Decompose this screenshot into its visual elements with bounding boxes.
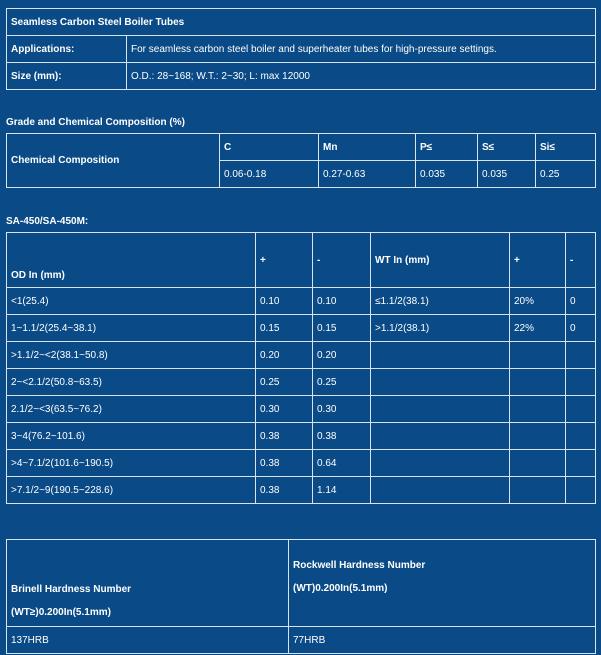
- tolerance-cell: [510, 450, 566, 477]
- tolerance-cell: 0.38: [256, 423, 313, 450]
- tolerance-cell: [566, 396, 596, 423]
- tolerance-cell: [510, 342, 566, 369]
- tolerance-cell: 0.10: [256, 288, 313, 315]
- chem-table: [6, 133, 596, 188]
- tolerance-cell: 3~4(76.2~101.6): [7, 423, 256, 450]
- tolerance-cell: [510, 423, 566, 450]
- tolerance-cell: 1~1.1/2(25.4~38.1): [7, 315, 256, 342]
- tolerance-cell: 2.1/2~<3(63.5~76.2): [7, 396, 256, 423]
- tolerance-cell: 2~<2.1/2(50.8~63.5): [7, 369, 256, 396]
- rockwell-header-line1: Rockwell Hardness Number: [293, 560, 426, 571]
- tolerance-cell: [371, 396, 510, 423]
- tolerance-cell: >4~7.1/2(101.6~190.5): [7, 450, 256, 477]
- tolerance-cell: 20%: [510, 288, 566, 315]
- chem-value: 0.06-0.18: [220, 161, 319, 188]
- brinell-value: 137HRB: [7, 627, 289, 654]
- tolerance-cell: [566, 369, 596, 396]
- summary-label: Applications:: [7, 36, 127, 63]
- tolerance-heading: SA-450/SA-450M:: [6, 216, 89, 227]
- tolerance-header: OD In (mm): [7, 233, 256, 288]
- tolerance-cell: 0: [566, 288, 596, 315]
- rockwell-value: 77HRB: [289, 627, 596, 654]
- tolerance-cell: 22%: [510, 315, 566, 342]
- chem-row-label: Chemical Composition: [7, 134, 220, 188]
- tolerance-cell: 1.14: [313, 477, 371, 504]
- tolerance-cell: ≤1.1/2(38.1): [371, 288, 510, 315]
- tolerance-cell: [566, 423, 596, 450]
- brinell-header: [7, 540, 289, 627]
- brinell-header-line2: (WT≥)0.200In(5.1mm): [11, 607, 111, 618]
- tolerance-cell: 0.30: [256, 396, 313, 423]
- tolerance-cell: 0: [566, 315, 596, 342]
- tolerance-header: +: [256, 233, 313, 288]
- summary-label: Size (mm):: [7, 63, 127, 90]
- tolerance-cell: [566, 450, 596, 477]
- tolerance-row: [7, 369, 596, 396]
- tolerance-row: [7, 477, 596, 504]
- tolerance-cell: 0.38: [256, 477, 313, 504]
- tolerance-cell: 0.25: [256, 369, 313, 396]
- tolerance-row: [7, 450, 596, 477]
- tolerance-cell: 0.25: [313, 369, 371, 396]
- tolerance-row: [7, 396, 596, 423]
- chem-header-row: [7, 134, 596, 161]
- tolerance-cell: [566, 477, 596, 504]
- tolerance-cell: >1.1/2(38.1): [371, 315, 510, 342]
- chem-value: 0.27-0.63: [319, 161, 416, 188]
- summary-title: Seamless Carbon Steel Boiler Tubes: [7, 9, 596, 36]
- brinell-header-line1: Brinell Hardness Number: [11, 584, 132, 595]
- tolerance-header: WT In (mm): [371, 233, 510, 288]
- tolerance-cell: >7.1/2~9(190.5~228.6): [7, 477, 256, 504]
- chem-value: 0.25: [536, 161, 596, 188]
- summary-row: [7, 36, 596, 63]
- hardness-value-row: [7, 627, 596, 654]
- tolerance-header-row: [7, 233, 596, 288]
- tolerance-cell: 0.15: [256, 315, 313, 342]
- chem-value: 0.035: [478, 161, 536, 188]
- chem-header: Si≤: [536, 134, 596, 161]
- tolerance-cell: [371, 423, 510, 450]
- chem-header: Mn: [319, 134, 416, 161]
- tolerance-cell: 0.64: [313, 450, 371, 477]
- tolerance-row: [7, 288, 596, 315]
- tolerance-cell: 0.38: [256, 450, 313, 477]
- chem-header: S≤: [478, 134, 536, 161]
- tolerance-cell: [371, 342, 510, 369]
- tolerance-cell: [510, 396, 566, 423]
- summary-title-row: [7, 9, 596, 36]
- tolerance-table: [6, 232, 596, 504]
- tolerance-cell: <1(25.4): [7, 288, 256, 315]
- summary-value: For seamless carbon steel boiler and superheater tubes for high-pressure settings.: [127, 36, 596, 63]
- tolerance-header: +: [510, 233, 566, 288]
- tolerance-row: [7, 315, 596, 342]
- tolerance-header: -: [313, 233, 371, 288]
- summary-table: [6, 8, 596, 90]
- chem-header: C: [220, 134, 319, 161]
- tolerance-cell: >1.1/2~<2(38.1~50.8): [7, 342, 256, 369]
- rockwell-header: [289, 540, 596, 627]
- tolerance-cell: [371, 450, 510, 477]
- tolerance-cell: [371, 369, 510, 396]
- summary-value: O.D.: 28~168; W.T.: 2~30; L: max 12000: [127, 63, 596, 90]
- hardness-header-row: [7, 540, 596, 627]
- tolerance-cell: [510, 369, 566, 396]
- rockwell-header-line2: (WT)0.200In(5.1mm): [293, 583, 388, 594]
- tolerance-cell: [371, 477, 510, 504]
- tolerance-row: [7, 423, 596, 450]
- tolerance-row: [7, 342, 596, 369]
- chem-value: 0.035: [416, 161, 478, 188]
- tolerance-cell: 0.30: [313, 396, 371, 423]
- chem-heading: Grade and Chemical Composition (%): [6, 117, 185, 128]
- tolerance-cell: 0.15: [313, 315, 371, 342]
- tolerance-header: -: [566, 233, 596, 288]
- tolerance-cell: 0.20: [313, 342, 371, 369]
- tolerance-cell: [510, 477, 566, 504]
- tolerance-cell: 0.20: [256, 342, 313, 369]
- hardness-table: [6, 539, 596, 654]
- summary-row: [7, 63, 596, 90]
- tolerance-cell: [566, 342, 596, 369]
- chem-header: P≤: [416, 134, 478, 161]
- tolerance-cell: 0.38: [313, 423, 371, 450]
- tolerance-cell: 0.10: [313, 288, 371, 315]
